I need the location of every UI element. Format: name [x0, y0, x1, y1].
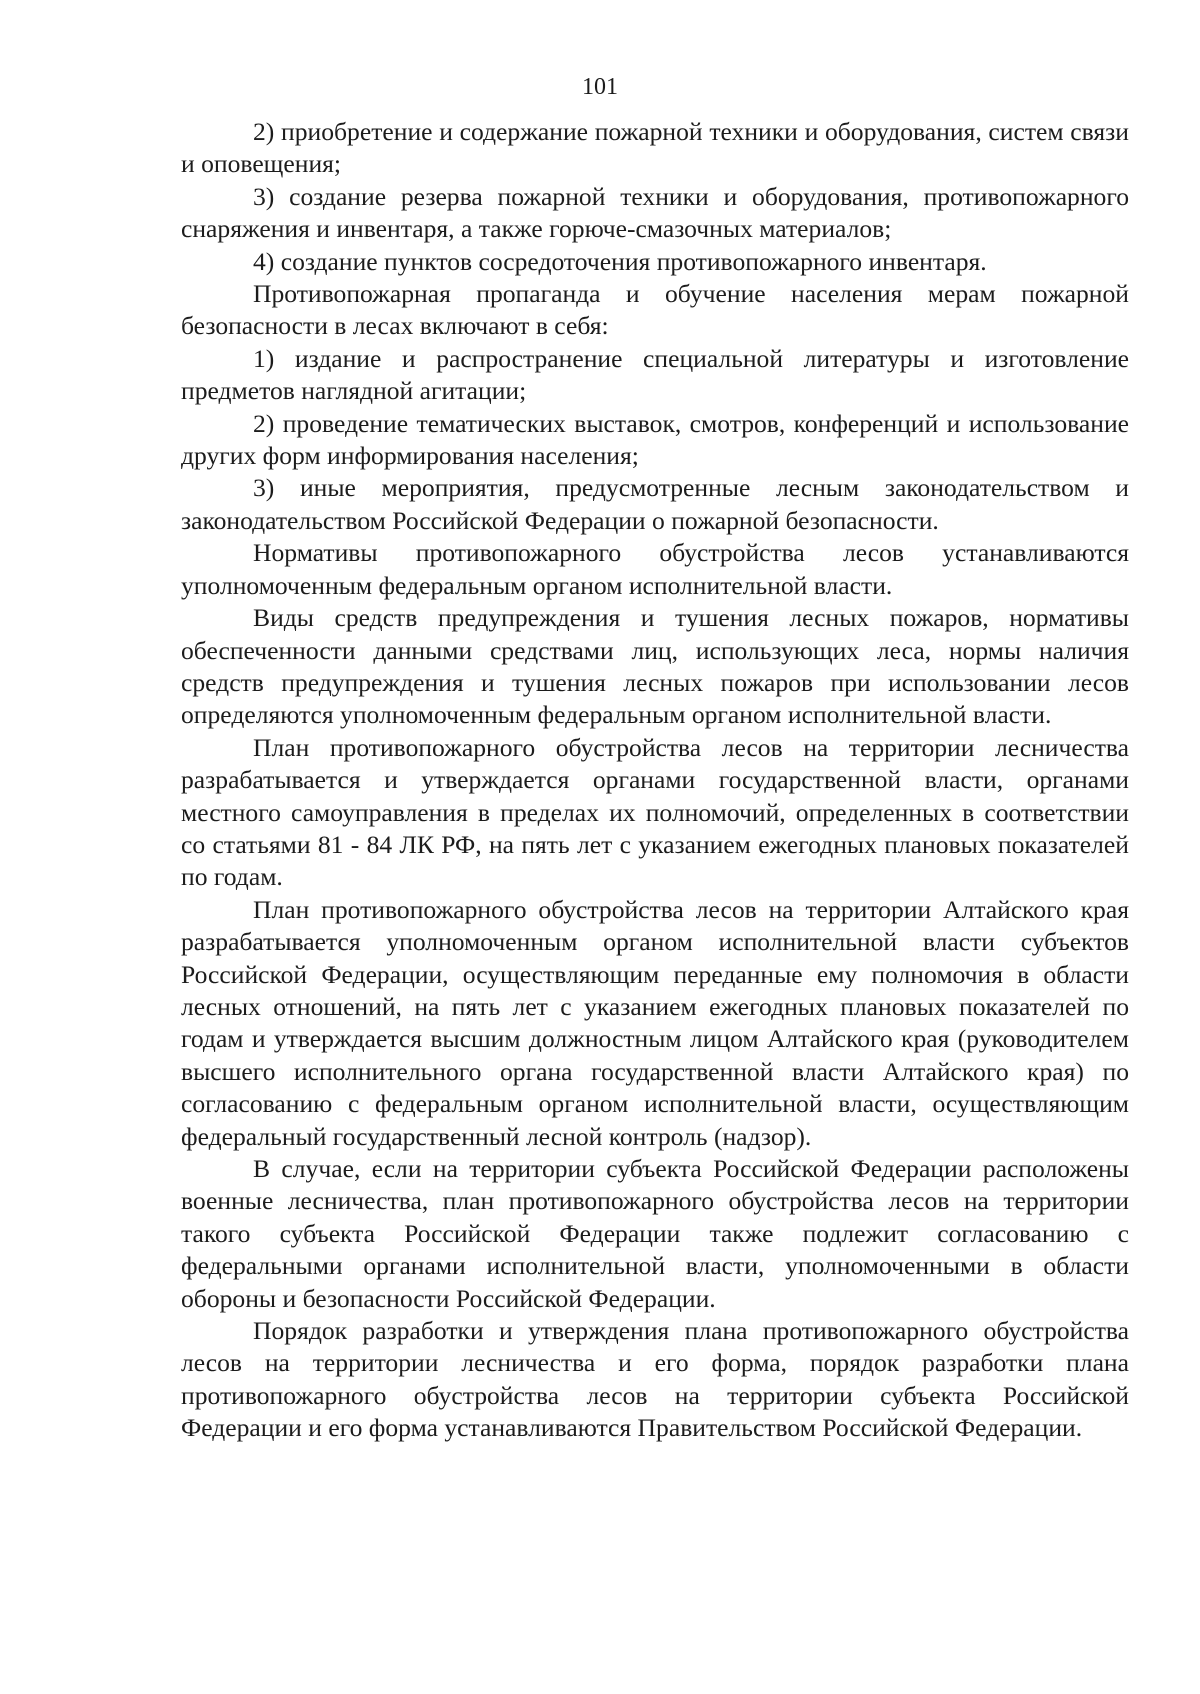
- paragraph-means: Виды средств предупреждения и тушения лесных пожаров, нормативы обеспеченности данными средствами лиц, использующих леса, нормы наличия средств предупреждения и тушения лесных пожаров при использовании лесов определяются уполномоченным федеральным органом исполнительной власти.: [181, 603, 1129, 730]
- page-number: 101: [582, 74, 618, 100]
- paragraph-forestry-plan: План противопожарного обустройства лесов на территории лесничества разрабатывается и утверждается органами государственной власти, органами местного самоуправления в пределах их полномочий, определенных в соответствии со статьями 81 - 84 ЛК РФ, на пять лет с указанием ежегодных плановых показателей по годам.: [181, 732, 1129, 892]
- paragraph-item-2: 2) приобретение и содержание пожарной техники и оборудования, систем связи и оповещения;: [181, 117, 1129, 179]
- paragraph-propaganda-intro: Противопожарная пропаганда и обучение населения мерам пожарной безопасности в лесах включают в себя:: [181, 279, 1129, 341]
- paragraph-procedure: Порядок разработки и утверждения плана противопожарного обустройства лесов на территории лесничества и его форма, порядок разработки плана противопожарного обустройства лесов на территории субъекта Российской Федерации и его форма устанавливаются Правительством Российской Федерации.: [181, 1316, 1129, 1443]
- paragraph-propaganda-item-1: 1) издание и распространение специальной литературы и изготовление предметов наглядной агитации;: [181, 343, 1129, 406]
- paragraph-item-3: 3) создание резерва пожарной техники и оборудования, противопожарного снаряжения и инвентаря, а также горюче-смазочных материалов;: [181, 181, 1129, 244]
- paragraph-military-forestry: В случае, если на территории субъекта Российской Федерации расположены военные лесничества, план противопожарного обустройства лесов на территории такого субъекта Российской Федерации также подлежит согласованию с федеральными органами исполнительной власти, уполномоченными в области обороны и безопасности Российской Федерации.: [181, 1154, 1129, 1313]
- paragraph-standards: Нормативы противопожарного обустройства лесов устанавливаются уполномоченным федеральным органом исполнительной власти.: [181, 538, 1129, 600]
- document-body: [181, 116, 1129, 1445]
- paragraph-propaganda-item-2: 2) проведение тематических выставок, смотров, конференций и использование других форм информирования населения;: [181, 408, 1129, 471]
- paragraph-altai-plan: План противопожарного обустройства лесов на территории Алтайского края разрабатывается уполномоченным органом исполнительной власти субъектов Российской Федерации, осуществляющим переданные ему полномочия в области лесных отношений, на пять лет с указанием ежегодных плановых показателей по годам и утверждается высшим должностным лицом Алтайского края (руководителем высшего исполнительного органа государственной власти Алтайского края) по согласованию с федеральным органом исполнительной власти, осуществляющим федеральный государственный лесной контроль (надзор).: [181, 894, 1129, 1151]
- paragraph-propaganda-item-3: 3) иные мероприятия, предусмотренные лесным законодательством и законодательством Российской Федерации о пожарной безопасности.: [181, 473, 1129, 535]
- paragraph-item-4: 4) создание пунктов сосредоточения противопожарного инвентаря.: [253, 246, 987, 276]
